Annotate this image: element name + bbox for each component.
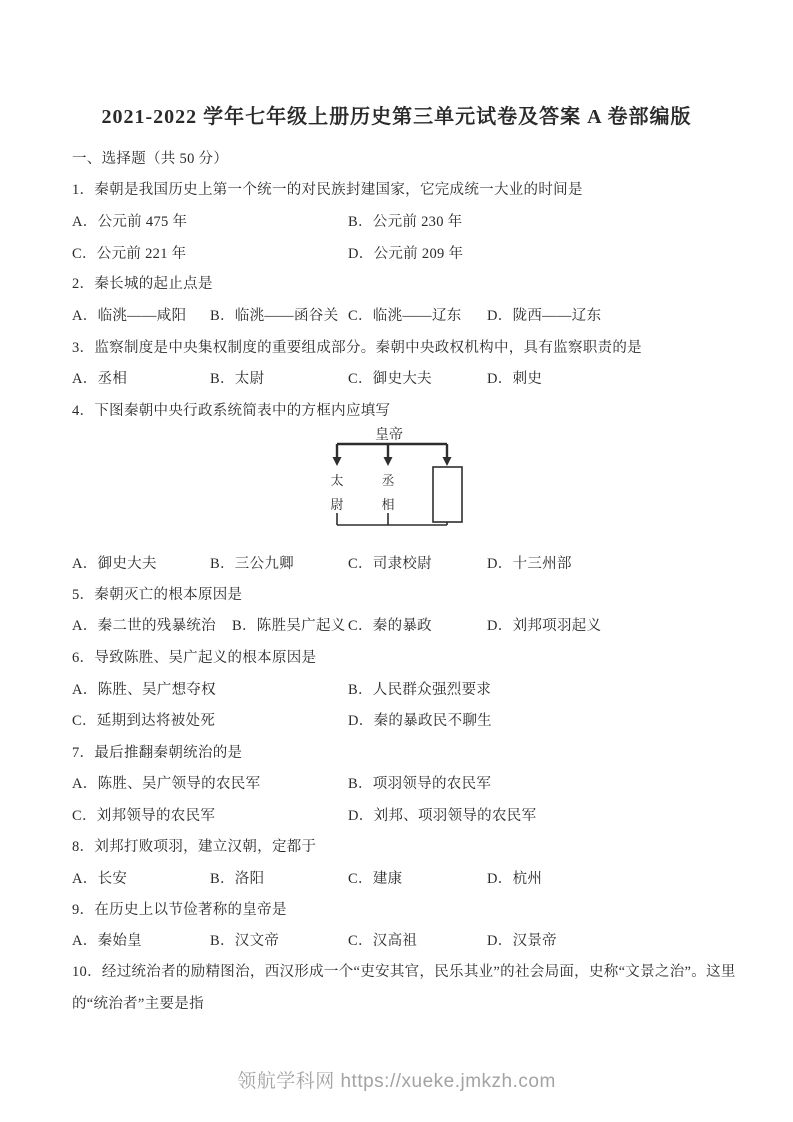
diagram-taiwei-bottom-char: 尉: [330, 497, 344, 512]
diagram-blank-box: [433, 467, 462, 522]
question-8-option-a: A．长安: [72, 871, 128, 887]
question-3-option-a: A．丞相: [72, 371, 128, 387]
diagram-chengxiang-bottom-char: 相: [381, 497, 395, 512]
question-7-options-row-1: [72, 772, 752, 794]
question-6-options-row-2: [72, 709, 752, 731]
question-7-option-c: C．刘邦领导的农民军: [72, 808, 216, 824]
question-8-text: 8．刘邦打败项羽，建立汉朝，定都于: [72, 839, 317, 855]
question-6-text: 6．导致陈胜、吴广起义的根本原因是: [72, 650, 317, 666]
question-5-text: 5．秦朝灭亡的根本原因是: [72, 587, 243, 603]
question-1-text: 1．秦朝是我国历史上第一个统一的对民族封建国家，它完成统一大业的时间是: [72, 182, 583, 198]
question-5-option-c: C．秦的暴政: [348, 618, 432, 634]
question-9-option-c: C．汉高祖: [348, 933, 418, 949]
question-10-text-line-1: 10．经过统治者的励精图治，西汉形成一个“吏安其官，民乐其业”的社会局面，史称“文景之治”。这里: [72, 964, 736, 980]
org-chart-diagram: [330, 424, 470, 532]
question-1-option-a: A．公元前 475 年: [72, 214, 188, 230]
question-6-options-row-1: [72, 678, 752, 700]
question-9-option-a: A．秦始皇: [72, 933, 142, 949]
question-4-option-a: A．御史大夫: [72, 556, 157, 572]
question-3-option-d: D．刺史: [487, 371, 543, 387]
question-8-options-row: [72, 867, 752, 889]
question-7-options-row-2: [72, 804, 752, 826]
question-1-options-row-2: [72, 242, 752, 264]
question-6-option-d: D．秦的暴政民不聊生: [348, 713, 492, 729]
question-10-text-line-2: 的“统治者”主要是指: [72, 996, 204, 1012]
question-9-text: 9．在历史上以节俭著称的皇帝是: [72, 902, 287, 918]
question-5-option-d: D．刘邦项羽起义: [487, 618, 602, 634]
question-7-option-a: A．陈胜、吴广领导的农民军: [72, 776, 261, 792]
question-2-options-row: [72, 304, 752, 326]
question-8-option-c: C．建康: [348, 871, 403, 887]
question-3-option-b: B．太尉: [210, 371, 265, 387]
question-2-option-a: A．临洮——咸阳: [72, 308, 187, 324]
question-5-option-b: B．陈胜吴广起义: [232, 618, 346, 634]
question-2-text: 2．秦长城的起止点是: [72, 276, 213, 292]
diagram-taiwei-top-char: 太: [330, 473, 344, 488]
question-1-option-c: C．公元前 221 年: [72, 246, 187, 262]
question-7-text: 7．最后推翻秦朝统治的是: [72, 745, 243, 761]
question-9-option-d: D．汉景帝: [487, 933, 557, 949]
watermark-site-link[interactable]: 领航学科网 https://xueke.jmkzh.com: [237, 1071, 556, 1092]
question-9-options-row: [72, 929, 752, 951]
question-3-options-row: [72, 367, 752, 389]
question-8-option-b: B．洛阳: [210, 871, 265, 887]
question-7-option-d: D．刘邦、项羽领导的农民军: [348, 808, 537, 824]
question-9-option-b: B．汉文帝: [210, 933, 280, 949]
question-2-option-c: C．临洮——辽东: [348, 308, 462, 324]
question-4-option-c: C．司隶校尉: [348, 556, 432, 572]
question-4-option-b: B．三公九卿: [210, 556, 294, 572]
diagram-emperor-label: 皇帝: [375, 428, 403, 443]
section-heading: 一、选择题（共 50 分）: [72, 151, 229, 167]
question-6-option-a: A．陈胜、吴广想夺权: [72, 682, 216, 698]
question-5-options-row: [72, 614, 752, 636]
question-3-text: 3．监察制度是中央集权制度的重要组成部分。秦朝中央政权机构中，具有监察职责的是: [72, 340, 642, 356]
question-2-option-d: D．陇西——辽东: [487, 308, 602, 324]
question-7-option-b: B．项羽领导的农民军: [348, 776, 492, 792]
question-4-option-d: D．十三州部: [487, 556, 572, 572]
diagram-chengxiang-top-char: 丞: [381, 473, 395, 488]
question-1-option-b: B．公元前 230 年: [348, 214, 463, 230]
question-6-option-c: C．延期到达将被处死: [72, 713, 216, 729]
question-4-options-row: [72, 552, 752, 574]
question-4-text: 4．下图秦朝中央行政系统简表中的方框内应填写: [72, 403, 391, 419]
question-1-options-row-1: [72, 210, 752, 232]
question-1-option-d: D．公元前 209 年: [348, 246, 464, 262]
question-8-option-d: D．杭州: [487, 871, 543, 887]
page-title: 2021-2022 学年七年级上册历史第三单元试卷及答案 A 卷部编版: [101, 106, 692, 128]
question-2-option-b: B．临洮——函谷关: [210, 308, 339, 324]
question-6-option-b: B．人民群众强烈要求: [348, 682, 492, 698]
question-3-option-c: C．御史大夫: [348, 371, 432, 387]
question-5-option-a: A．秦二世的残暴统治: [72, 618, 216, 634]
